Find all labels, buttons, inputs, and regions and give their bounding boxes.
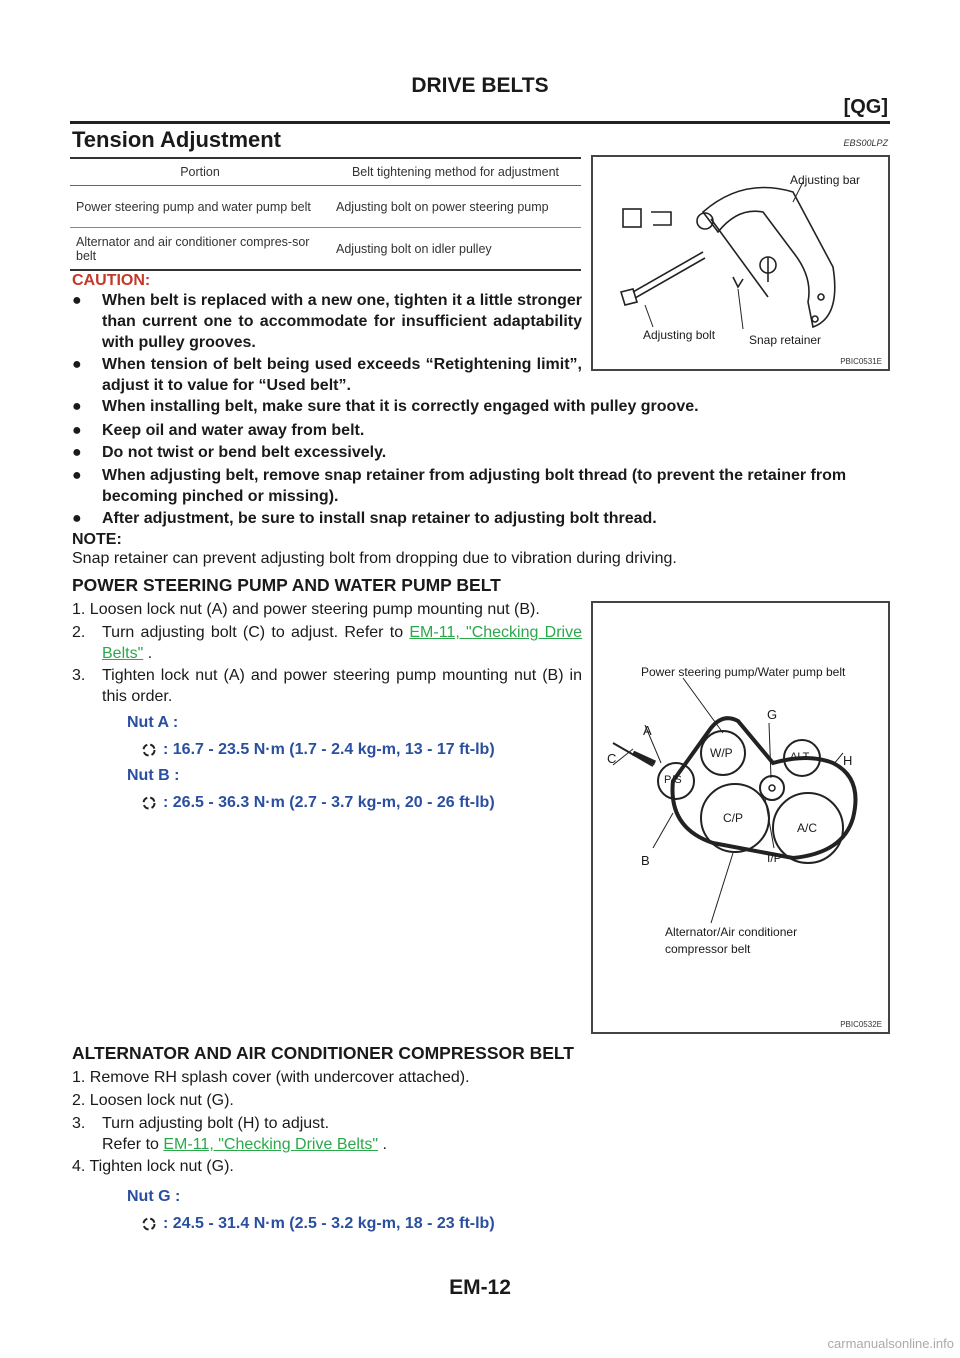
nut-b-torque: : 26.5 - 36.3 N·m (2.7 - 3.7 kg-m, 20 - 26 ft-lb) <box>163 794 495 811</box>
alt-step-1: 1. Remove RH splash cover (with undercover attached). <box>72 1069 470 1086</box>
adjusting-bar-illustration <box>593 157 888 369</box>
ps-step-1: 1. Loosen lock nut (A) and power steering pump mounting nut (B). <box>72 601 540 618</box>
table-cell: Power steering pump and water pump belt <box>70 186 330 228</box>
page-header-title: DRIVE BELTS <box>411 74 549 97</box>
bullet-icon: ● <box>72 292 82 309</box>
nut-g-label: Nut G : <box>127 1188 181 1205</box>
section-title: Tension Adjustment <box>72 127 281 152</box>
alt-section-title: ALTERNATOR AND AIR CONDITIONER COMPRESSOR BELT <box>72 1043 574 1063</box>
alt-step-4: 4. Tighten lock nut (G). <box>72 1158 234 1175</box>
nut-a-label: Nut A : <box>127 714 179 731</box>
label-cp: C/P <box>723 811 744 825</box>
label-snap-retainer: Snap retainer <box>749 333 822 347</box>
ps-step-2: 2. Turn adjusting bolt (C) to adjust. Refer to EM-11, "Checking Drive Belts" . <box>72 624 582 662</box>
caution-item: ● When belt is replaced with a new one, tighten it a little stronger than current one to accommodate for insufficient adaptability with pulley grooves. <box>72 292 582 351</box>
caution-item: ● Do not twist or bend belt excessively. <box>72 444 387 461</box>
table-header-cell: Belt tightening method for adjustment <box>330 158 581 186</box>
bullet-icon: ● <box>72 356 82 373</box>
bottom-caption-line1: Alternator/Air conditioner <box>665 925 798 939</box>
ref-link-checking-drive-belts[interactable]: EM-11, "Checking Drive Belts" <box>102 624 582 662</box>
figure-title: Power steering pump/Water pump belt <box>641 665 846 679</box>
figure-code: PBIC0531E <box>840 357 882 366</box>
label-g: G <box>767 707 778 722</box>
label-alt: ALT <box>790 751 810 763</box>
bullet-icon: ● <box>72 467 82 484</box>
caution-heading: CAUTION: <box>72 272 151 289</box>
step-text: Turn adjusting bolt (C) to adjust. Refer to <box>102 624 404 641</box>
alt-step-2: 2. Loosen lock nut (G). <box>72 1092 234 1109</box>
label-wp: W/P <box>710 746 733 760</box>
step-text: Turn adjusting bolt (H) to adjust. <box>102 1115 330 1132</box>
alt-step-3: 3. Turn adjusting bolt (H) to adjust. Refer to EM-11, "Checking Drive Belts" . <box>72 1113 872 1155</box>
step-number: 3. <box>72 1115 86 1132</box>
page-header-code: [QG] <box>843 96 888 118</box>
caution-item: ● When tension of belt being used exceeds “Retightening limit”, adjust it to value for “Used belt”. <box>72 356 582 394</box>
watermark: carmanualsonline.info <box>827 1336 954 1351</box>
figure-code: PBIC0532E <box>840 1020 882 1029</box>
caution-item: ● After adjustment, be sure to install snap retainer to adjusting bolt thread. <box>72 510 657 527</box>
label-adjusting-bolt: Adjusting bolt <box>643 328 716 342</box>
page-number: EM-12 <box>449 1276 511 1299</box>
bullet-icon: ● <box>72 422 82 439</box>
table-header-row <box>70 158 581 186</box>
table-cell: Adjusting bolt on idler pulley <box>330 228 581 271</box>
bullet-icon: ● <box>72 510 82 527</box>
ps-step-3 <box>72 665 582 707</box>
bottom-caption-line2: compressor belt <box>665 942 751 956</box>
bullet-icon: ● <box>72 398 82 415</box>
torque-wrench-icon <box>142 1217 156 1231</box>
nut-g-torque: : 24.5 - 31.4 N·m (2.5 - 3.2 kg-m, 18 - 23 ft-lb) <box>163 1215 495 1232</box>
label-ps: P/S <box>664 774 682 786</box>
caution-item: ● Keep oil and water away from belt. <box>72 422 365 439</box>
label-a: A <box>643 723 652 738</box>
step-text: Tighten lock nut (A) and power steering pump mounting nut (B) in this order. <box>102 667 582 705</box>
table-header-cell: Portion <box>70 158 330 186</box>
label-h: H <box>843 753 853 768</box>
note-text: Snap retainer can prevent adjusting bolt from dropping due to vibration during driving. <box>72 550 677 567</box>
belt-adjustment-table <box>70 157 581 271</box>
bullet-icon: ● <box>72 444 82 461</box>
label-adjusting-bar: Adjusting bar <box>790 173 861 187</box>
adjusting-bar-figure <box>591 155 890 371</box>
label-c: C <box>607 751 617 766</box>
belt-routing-figure <box>591 601 890 1034</box>
note-heading: NOTE: <box>72 531 122 548</box>
ps-section-title: POWER STEERING PUMP AND WATER PUMP BELT <box>72 575 501 595</box>
step-number: 3. <box>72 667 86 684</box>
nut-a-torque: : 16.7 - 23.5 N·m (1.7 - 2.4 kg-m, 13 - 17 ft-lb) <box>163 741 495 758</box>
ref-link-checking-drive-belts[interactable]: EM-11, "Checking Drive Belts" <box>163 1136 379 1153</box>
nut-b-label: Nut B : <box>127 767 180 784</box>
step-number: 2. <box>72 624 86 641</box>
table-row <box>70 228 581 271</box>
label-ac: A/C <box>797 821 818 835</box>
table-cell: Alternator and air conditioner compres-sor belt <box>70 228 330 271</box>
header-rule <box>70 121 890 124</box>
table-row <box>70 186 581 228</box>
table-cell: Adjusting bolt on power steering pump <box>330 186 581 228</box>
torque-wrench-icon <box>142 743 156 757</box>
label-b: B <box>641 853 650 868</box>
label-ip: I/P <box>767 851 782 865</box>
section-code: EBS00LPZ <box>843 138 888 148</box>
caution-item: ● When installing belt, make sure that it is correctly engaged with pulley groove. <box>72 398 699 415</box>
caution-item: ● When adjusting belt, remove snap retainer from adjusting bolt thread (to prevent the retainer from becoming pinched or missing). <box>72 467 847 505</box>
torque-wrench-icon <box>142 796 156 810</box>
